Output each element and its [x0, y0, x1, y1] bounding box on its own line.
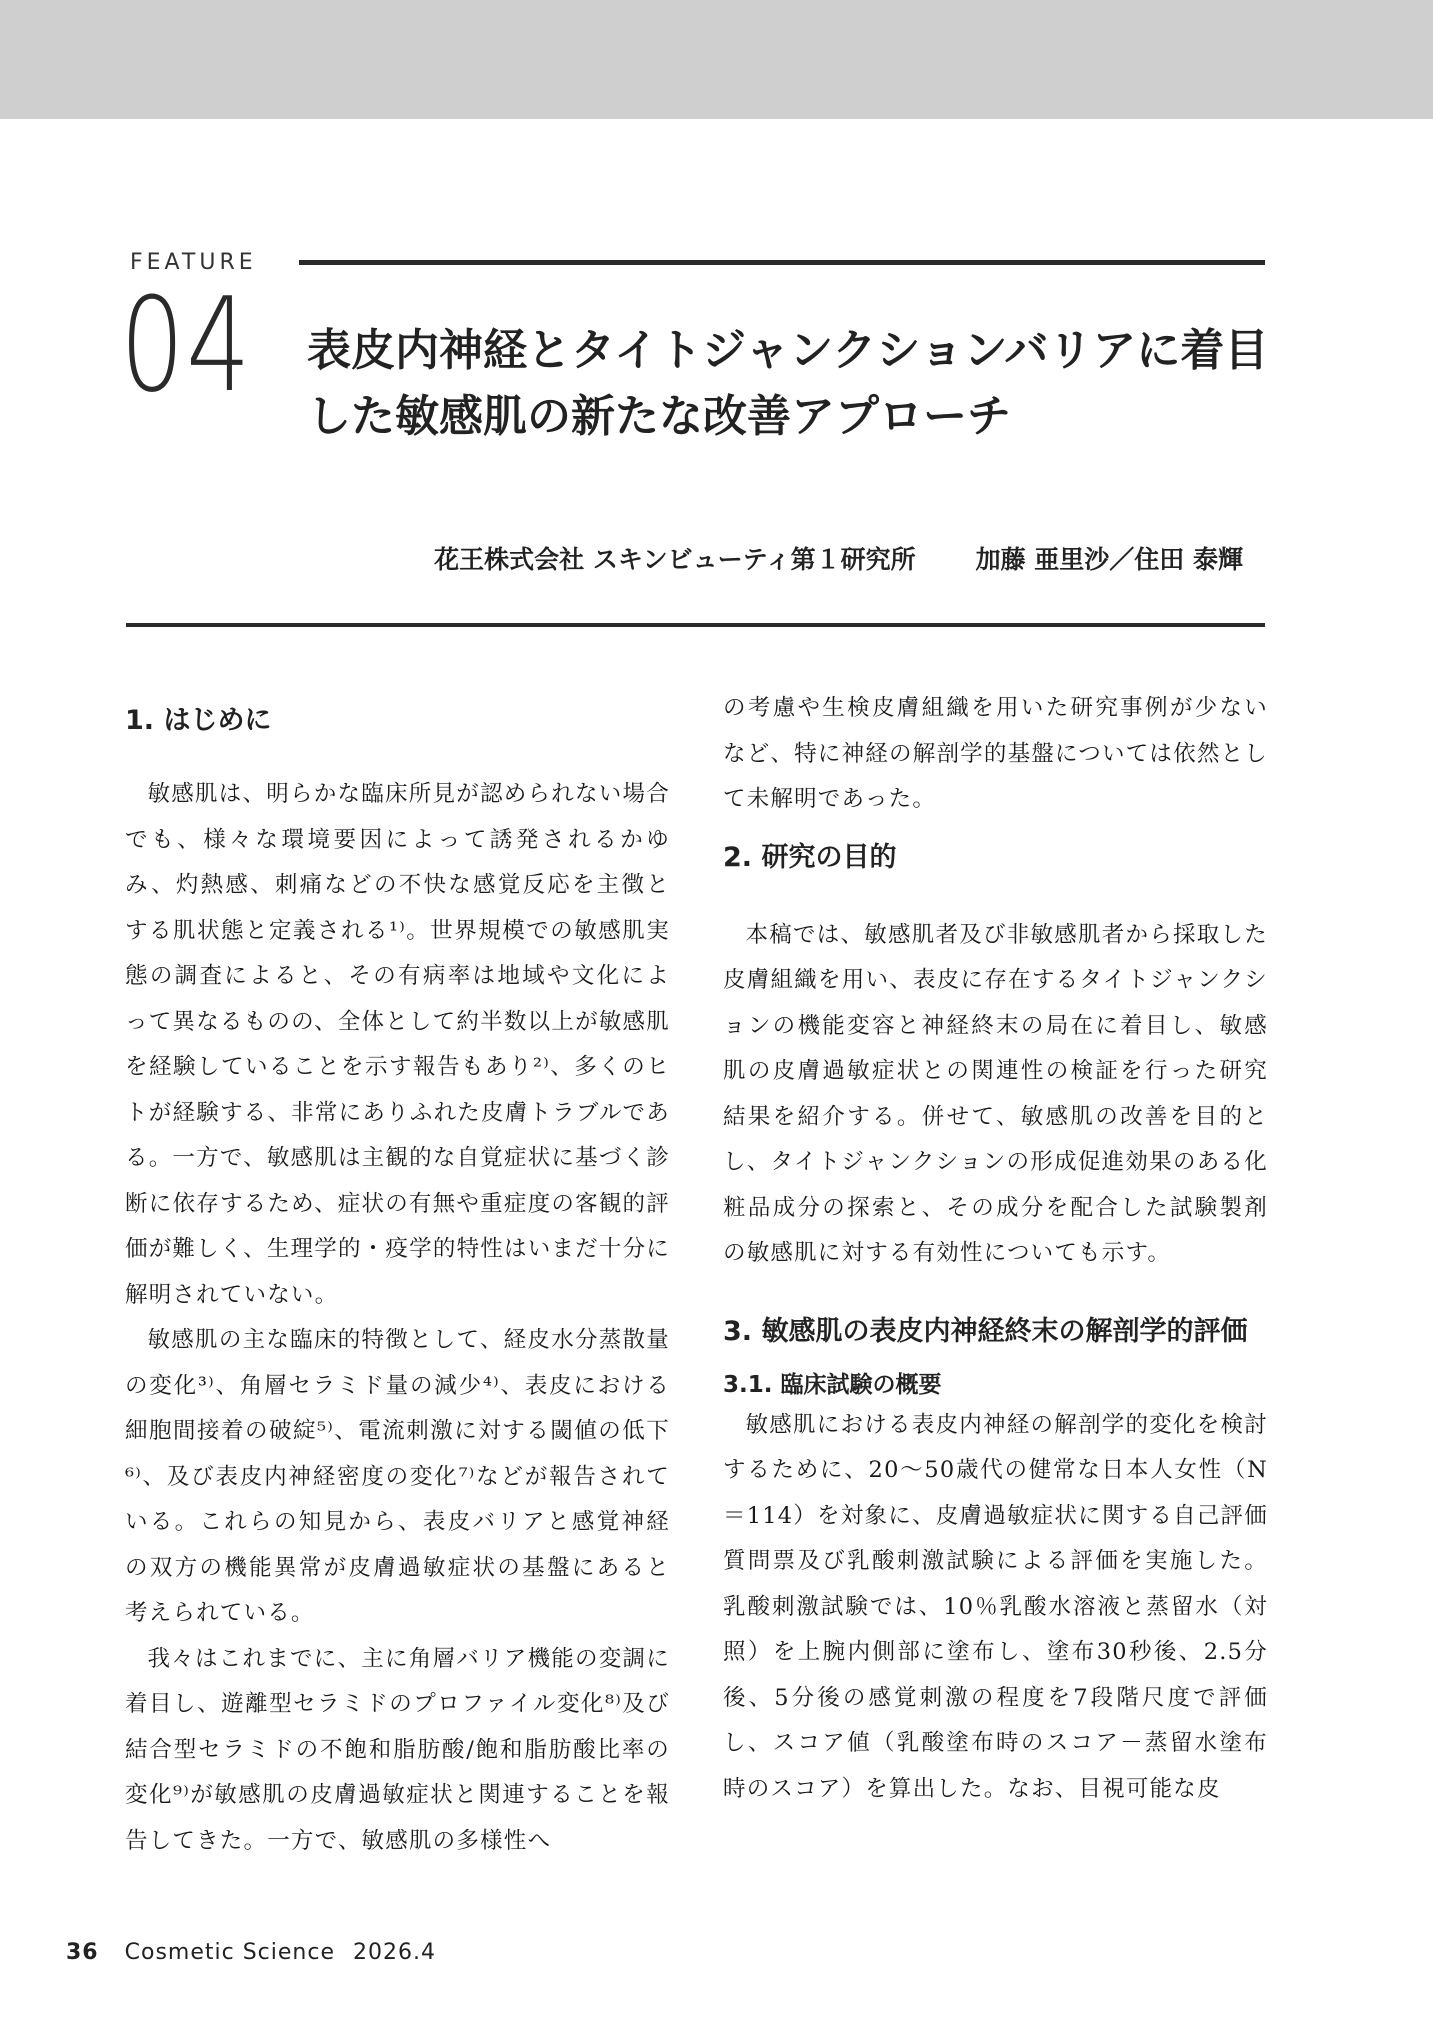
authors: 加藤 亜里沙／住田 泰輝	[975, 545, 1243, 574]
title-line-2: した敏感肌の新たな改善アプローチ	[307, 391, 1011, 442]
section-heading-purpose: 2. 研究の目的	[723, 841, 897, 873]
journal-name: Cosmetic Science	[124, 1940, 335, 1965]
article-title	[307, 318, 1267, 450]
feature-label: FEATURE	[130, 250, 257, 275]
affiliation: 花王株式会社 スキンビューティ第１研究所	[434, 545, 916, 574]
right-column	[723, 695, 1268, 1812]
section-heading-introduction: 1. はじめに	[125, 705, 272, 736]
title-line-1: 表皮内神経とタイトジャンクションバリアに着目	[307, 325, 1269, 376]
paragraph: 敏感肌は、明らかな臨床所見が認められない場合でも、様々な環境要因によって誘発されるかゆみ、灼熱感、刺痛などの不快な感覚反応を主徴とする肌状態と定義される¹⁾。世界規模での敏感肌実態の調査によると、その有病率は地域や文化によって異なるものの、全体として約半数以上が敏感肌を経験していることを示す報告もあり²⁾、多くのヒトが経験する、非常にありふれた皮膚トラブルである。一方で、敏感肌は主観的な自覚症状に基づく診断に依存するため、症状の有無や重症度の客観的評価が難しく、生理学的・疫学的特性はいまだ十分に解明されていない。	[125, 781, 670, 1308]
paragraph: 敏感肌における表皮内神経の解剖学的変化を検討するために、20～50歳代の健常な日本人女性（N＝114）を対象に、皮膚過敏症状に関する自己評価質問票及び乳酸刺激試験による評価を実施した。乳酸刺激試験では、10％乳酸水溶液と蒸留水（対照）を上腕内側部に塗布し、塗布30秒後、2.5分後、5分後の感覚刺激の程度を7段階尺度で評価し、スコア値（乳酸塗布時のスコア－蒸留水塗布時のスコア）を算出した。なお、目視可能な皮	[723, 1411, 1268, 1802]
subsection-heading-clinical-trial: 3.1. 臨床試験の概要	[723, 1371, 942, 1398]
header-band	[0, 0, 1433, 119]
page-number: 36	[66, 1940, 99, 1965]
section-heading-anatomical-evaluation: 3. 敏感肌の表皮内神経終末の解剖学的評価	[723, 1315, 1248, 1347]
paragraph: 我々はこれまでに、主に角層バリア機能の変調に着目し、遊離型セラミドのプロファイル変化⁸⁾及び結合型セラミドの不飽和脂肪酸/飽和脂肪酸比率の変化⁹⁾が敏感肌の皮膚過敏症状と関連することを報告してきた。一方で、敏感肌の多様性へ	[125, 1645, 670, 1854]
journal-issue: 2026.4	[352, 1940, 436, 1965]
paragraph-continued: の考慮や生検皮膚組織を用いた研究事例が少ないなど、特に神経の解剖学的基盤については依然として未解明であった。	[723, 695, 1268, 812]
byline-rule	[126, 623, 1265, 627]
paragraph: 敏感肌の主な臨床的特徴として、経皮水分蒸散量の変化³⁾、角層セラミド量の減少⁴⁾、表皮における細胞間接着の破綻⁵⁾、電流刺激に対する閾値の低下⁶⁾、及び表皮内神経密度の変化⁷⁾などが報告されている。これらの知見から、表皮バリアと感覚神経の双方の機能異常が皮膚過敏症状の基盤にあると考えられている。	[125, 1327, 670, 1626]
feature-number: 04	[120, 269, 253, 421]
byline	[434, 540, 1243, 576]
paragraph: 本稿では、敏感肌者及び非敏感肌者から採取した皮膚組織を用い、表皮に存在するタイトジャンクションの機能変容と神経終末の局在に着目し、敏感肌の皮膚過敏症状との関連性の検証を行った研究結果を紹介する。併せて、敏感肌の改善を目的とし、タイトジャンクションの形成促進効果のある化粧品成分の探索と、その成分を配合した試験製剤の敏感肌に対する有効性についても示す。	[723, 921, 1268, 1266]
left-column	[125, 700, 670, 1864]
feature-rule	[299, 260, 1265, 265]
page-footer	[66, 1940, 436, 1965]
